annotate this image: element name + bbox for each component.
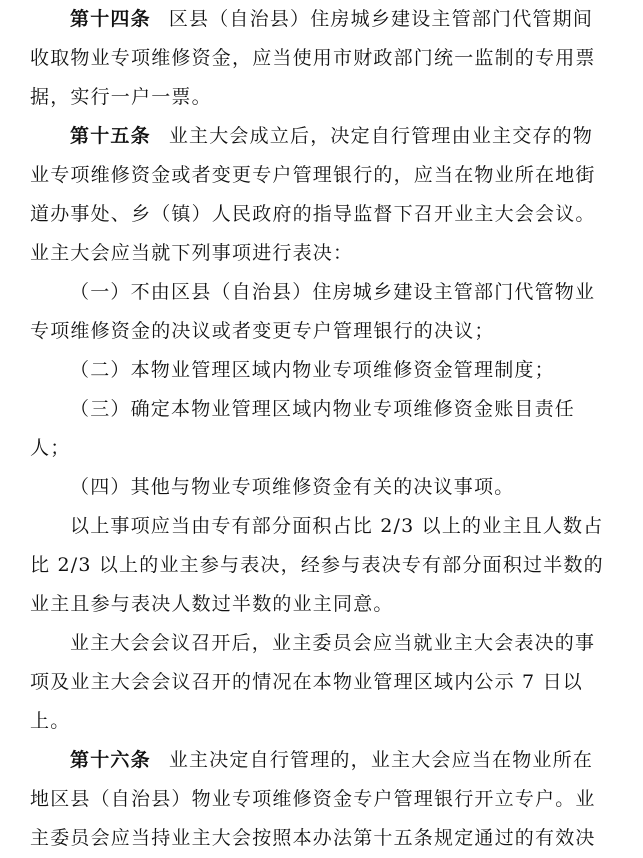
text-line bbox=[30, 0, 620, 39]
line-text: 业主且参与表决人数过半数的业主同意。 bbox=[30, 593, 394, 615]
text-line bbox=[30, 741, 620, 780]
line-text: 主委员会应当持业主大会按照本办法第十五条规定通过的有效决 bbox=[30, 827, 596, 849]
line-text: 道办事处、乡（镇）人民政府的指导监督下召开业主大会会议。 bbox=[30, 203, 596, 225]
text-line bbox=[30, 390, 620, 429]
line-text: 比 2/3 以上的业主参与表决，经参与表决专有部分面积过半数的 bbox=[30, 554, 604, 576]
line-text: （三）确定本物业管理区域内物业专项维修资金账目责任 bbox=[70, 398, 576, 420]
text-line bbox=[30, 273, 620, 312]
text-line bbox=[30, 624, 620, 663]
line-text: 业主大会会议召开后，业主委员会应当就业主大会表决的事 bbox=[70, 632, 596, 654]
text-line bbox=[30, 39, 620, 78]
text-line bbox=[30, 234, 620, 273]
line-text: 以上事项应当由专有部分面积占比 2/3 以上的业主且人数占 bbox=[70, 515, 604, 537]
line-text: 业专项维修资金或者变更专户管理银行的，应当在物业所在地街 bbox=[30, 164, 596, 186]
line-text: 业主决定自行管理的，业主大会应当在物业所在 bbox=[168, 749, 594, 771]
line-text: 业主大会应当就下列事项进行表决： bbox=[30, 242, 354, 264]
line-text: 专项维修资金的决议或者变更专户管理银行的决议； bbox=[30, 320, 495, 342]
text-line bbox=[30, 468, 620, 507]
line-text: 收取物业专项维修资金，应当使用市财政部门统一监制的专用票 bbox=[30, 47, 596, 69]
article-number: 第十四条 bbox=[70, 8, 151, 30]
text-line bbox=[30, 78, 620, 117]
line-text: （一）不由区县（自治县）住房城乡建设主管部门代管物业 bbox=[70, 281, 596, 303]
document-page bbox=[30, 0, 620, 858]
text-line bbox=[30, 117, 620, 156]
text-line bbox=[30, 429, 620, 468]
text-line bbox=[30, 351, 620, 390]
text-line bbox=[30, 585, 620, 624]
line-text: （四）其他与物业专项维修资金有关的决议事项。 bbox=[70, 476, 515, 498]
text-line bbox=[30, 663, 620, 702]
line-text: 上。 bbox=[30, 710, 71, 732]
text-line bbox=[30, 780, 620, 819]
line-text: 人； bbox=[30, 437, 71, 459]
text-line bbox=[30, 312, 620, 351]
text-line bbox=[30, 819, 620, 858]
text-line bbox=[30, 702, 620, 741]
text-line bbox=[30, 195, 620, 234]
text-line bbox=[30, 507, 620, 546]
line-text: 据，实行一户一票。 bbox=[30, 86, 212, 108]
line-text: 项及业主大会会议召开的情况在本物业管理区域内公示 7 日以 bbox=[30, 671, 583, 693]
line-text: 地区县（自治县）物业专项维修资金专户管理银行开立专户。业 bbox=[30, 788, 596, 810]
line-text: 业主大会成立后，决定自行管理由业主交存的物 bbox=[168, 125, 594, 147]
text-line bbox=[30, 156, 620, 195]
article-number: 第十五条 bbox=[70, 125, 151, 147]
article-number: 第十六条 bbox=[70, 749, 151, 771]
line-text: （二）本物业管理区域内物业专项维修资金管理制度； bbox=[70, 359, 555, 381]
line-text: 区县（自治县）住房城乡建设主管部门代管期间 bbox=[168, 8, 594, 30]
text-line bbox=[30, 546, 620, 585]
